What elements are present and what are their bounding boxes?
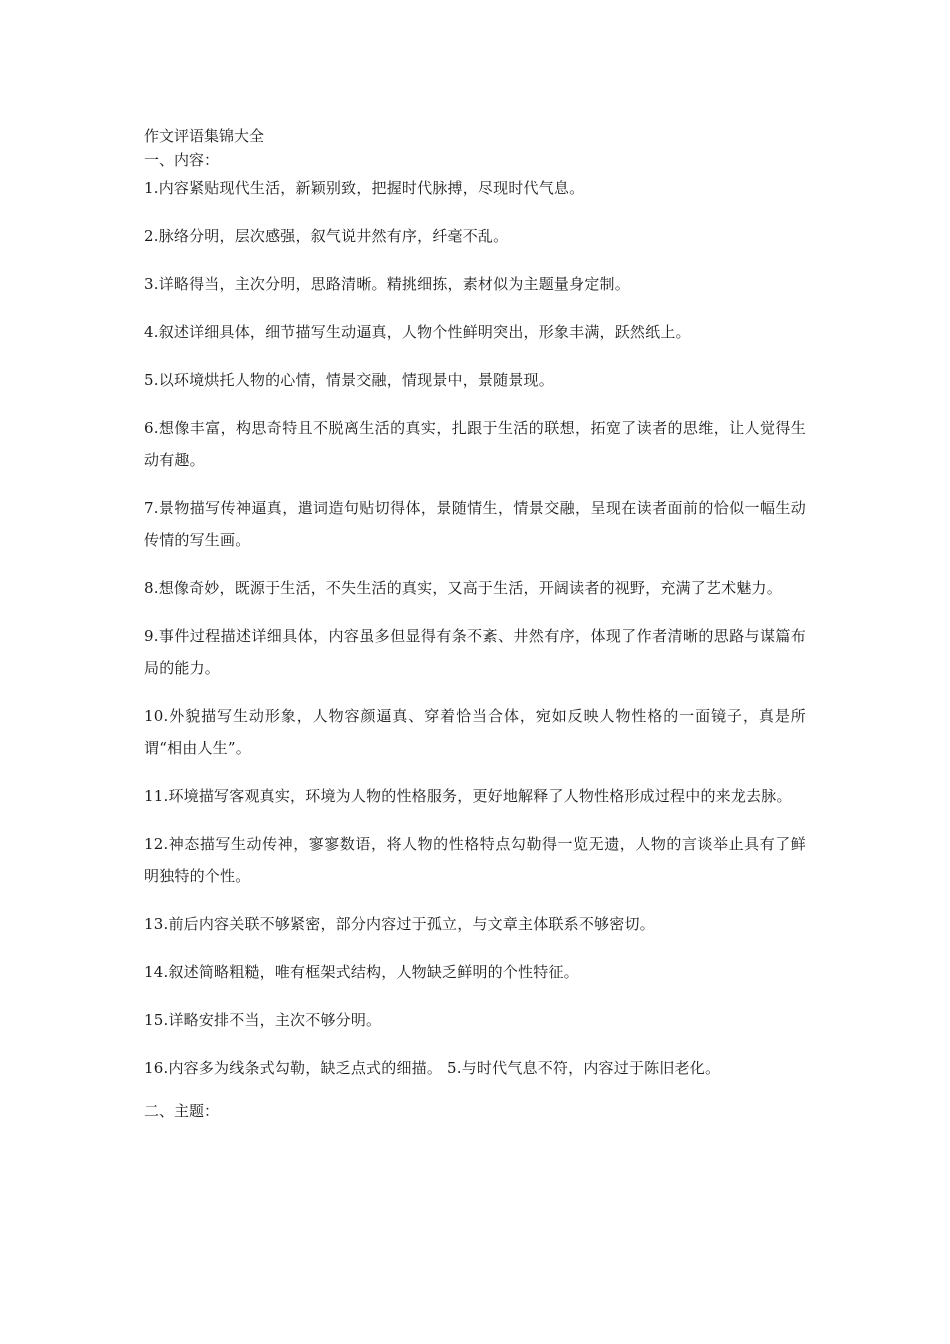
list-item: 6.想像丰富，构思奇特且不脱离生活的真实，扎跟于生活的联想，拓宽了读者的思维，让人觉得生动有趣。 — [144, 419, 806, 469]
list-item: 4.叙述详细具体，细节描写生动逼真，人物个性鲜明突出，形象丰满，跃然纸上。 — [144, 323, 691, 341]
list-item: 5.以环境烘托人物的心情，情景交融，情现景中，景随景现。 — [144, 371, 554, 389]
section-heading-theme: 二、主题： — [144, 1102, 220, 1120]
list-item: 1.内容紧贴现代生活，新颖别致，把握时代脉搏，尽现时代气息。 — [144, 179, 585, 197]
comment-list — [144, 172, 806, 1084]
list-item: 11.环境描写客观真实，环境为人物的性格服务，更好地解释了人物性格形成过程中的来龙去脉。 — [144, 787, 792, 805]
list-item: 10.外貌描写生动形象，人物容颜逼真、穿着恰当合体，宛如反映人物性格的一面镜子，真是所谓“相由人生”。 — [144, 707, 806, 757]
section-heading-content: 一、内容： — [144, 151, 220, 169]
list-item: 8.想像奇妙，既源于生活，不失生活的真实，又高于生活，开阔读者的视野，充满了艺术魅力。 — [144, 579, 782, 597]
list-item: 13.前后内容关联不够紧密，部分内容过于孤立，与文章主体联系不够密切。 — [144, 915, 655, 933]
list-item: 12.神态描写生动传神，寥寥数语，将人物的性格特点勾勒得一览无遗，人物的言谈举止具有了鲜明独特的个性。 — [144, 835, 806, 885]
list-item: 7.景物描写传神逼真，遣词造句贴切得体，景随情生，情景交融，呈现在读者面前的恰似一幅生动传情的写生画。 — [144, 499, 806, 549]
list-item: 3.详略得当，主次分明，思路清晰。精挑细拣，素材似为主题量身定制。 — [144, 275, 630, 293]
list-item: 14.叙述简略粗糙，唯有框架式结构，人物缺乏鲜明的个性特征。 — [144, 963, 579, 981]
list-item: 16.内容多为线条式勾勒，缺乏点式的细描。 5.与时代气息不符，内容过于陈旧老化。 — [144, 1059, 721, 1077]
list-item: 9.事件过程描述详细具体，内容虽多但显得有条不紊、井然有序，体现了作者清晰的思路与谋篇布局的能力。 — [144, 627, 806, 677]
document-title: 作文评语集锦大全 — [144, 127, 265, 145]
document-page — [144, 124, 806, 1123]
list-item: 15.详略安排不当，主次不够分明。 — [144, 1011, 382, 1029]
list-item: 2.脉络分明，层次感强，叙气说井然有序，纤毫不乱。 — [144, 227, 509, 245]
